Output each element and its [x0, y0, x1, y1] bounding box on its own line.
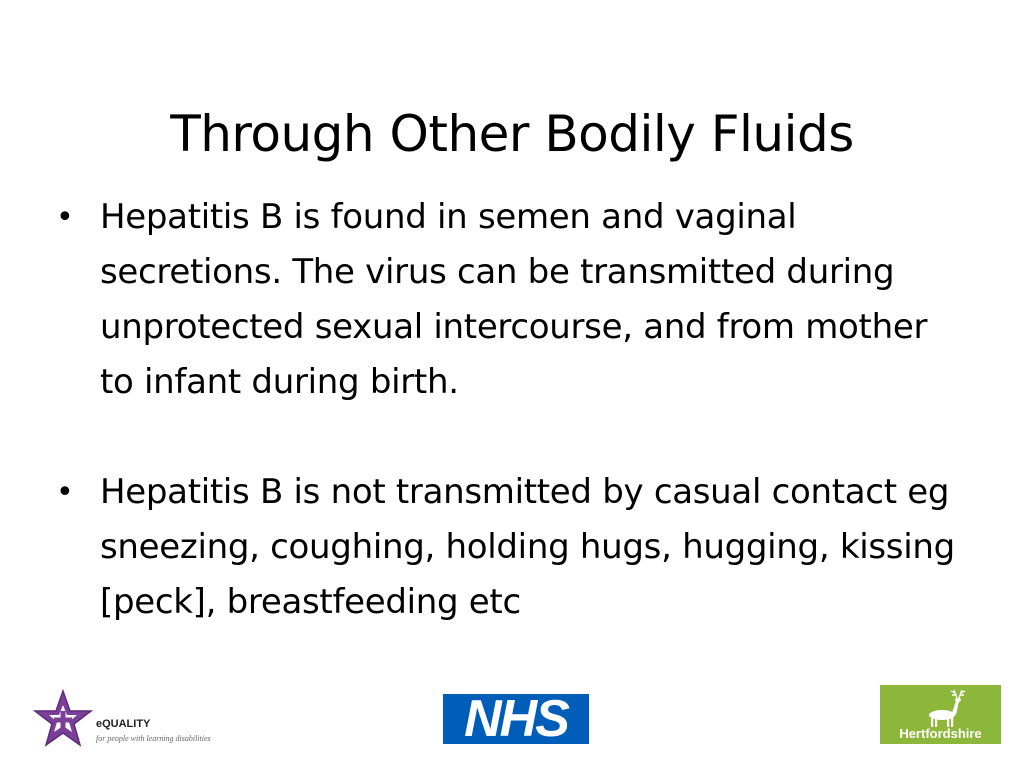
slide-title: Through Other Bodily Fluids [170, 104, 854, 163]
equality-name: eQUALITY [96, 718, 151, 730]
nhs-logo: NHS [443, 694, 589, 744]
bullet-list [56, 190, 956, 630]
bullet-text: Hepatitis B is found in semen and vaginal secretions. The virus can be transmitted during unprotected sexual intercourse, and from mother to infant during birth. [100, 197, 928, 402]
hertfordshire-logo [880, 685, 1001, 744]
hertfordshire-name: Hertfordshire [899, 726, 982, 741]
hart-icon [880, 685, 1001, 729]
bullet-marker: • [56, 475, 74, 510]
bullet-marker: • [56, 200, 74, 235]
bullet-item [56, 465, 956, 630]
bullet-text: Hepatitis B is not transmitted by casual contact eg sneezing, coughing, holding hugs, hugging, kissing [peck], breastfeeding etc [100, 472, 955, 622]
bullet-item [56, 190, 956, 410]
equality-tagline: for people with learning disabilities [96, 734, 211, 743]
logo-bar [0, 680, 1024, 760]
star-icon [32, 688, 94, 750]
equality-logo [32, 688, 262, 748]
